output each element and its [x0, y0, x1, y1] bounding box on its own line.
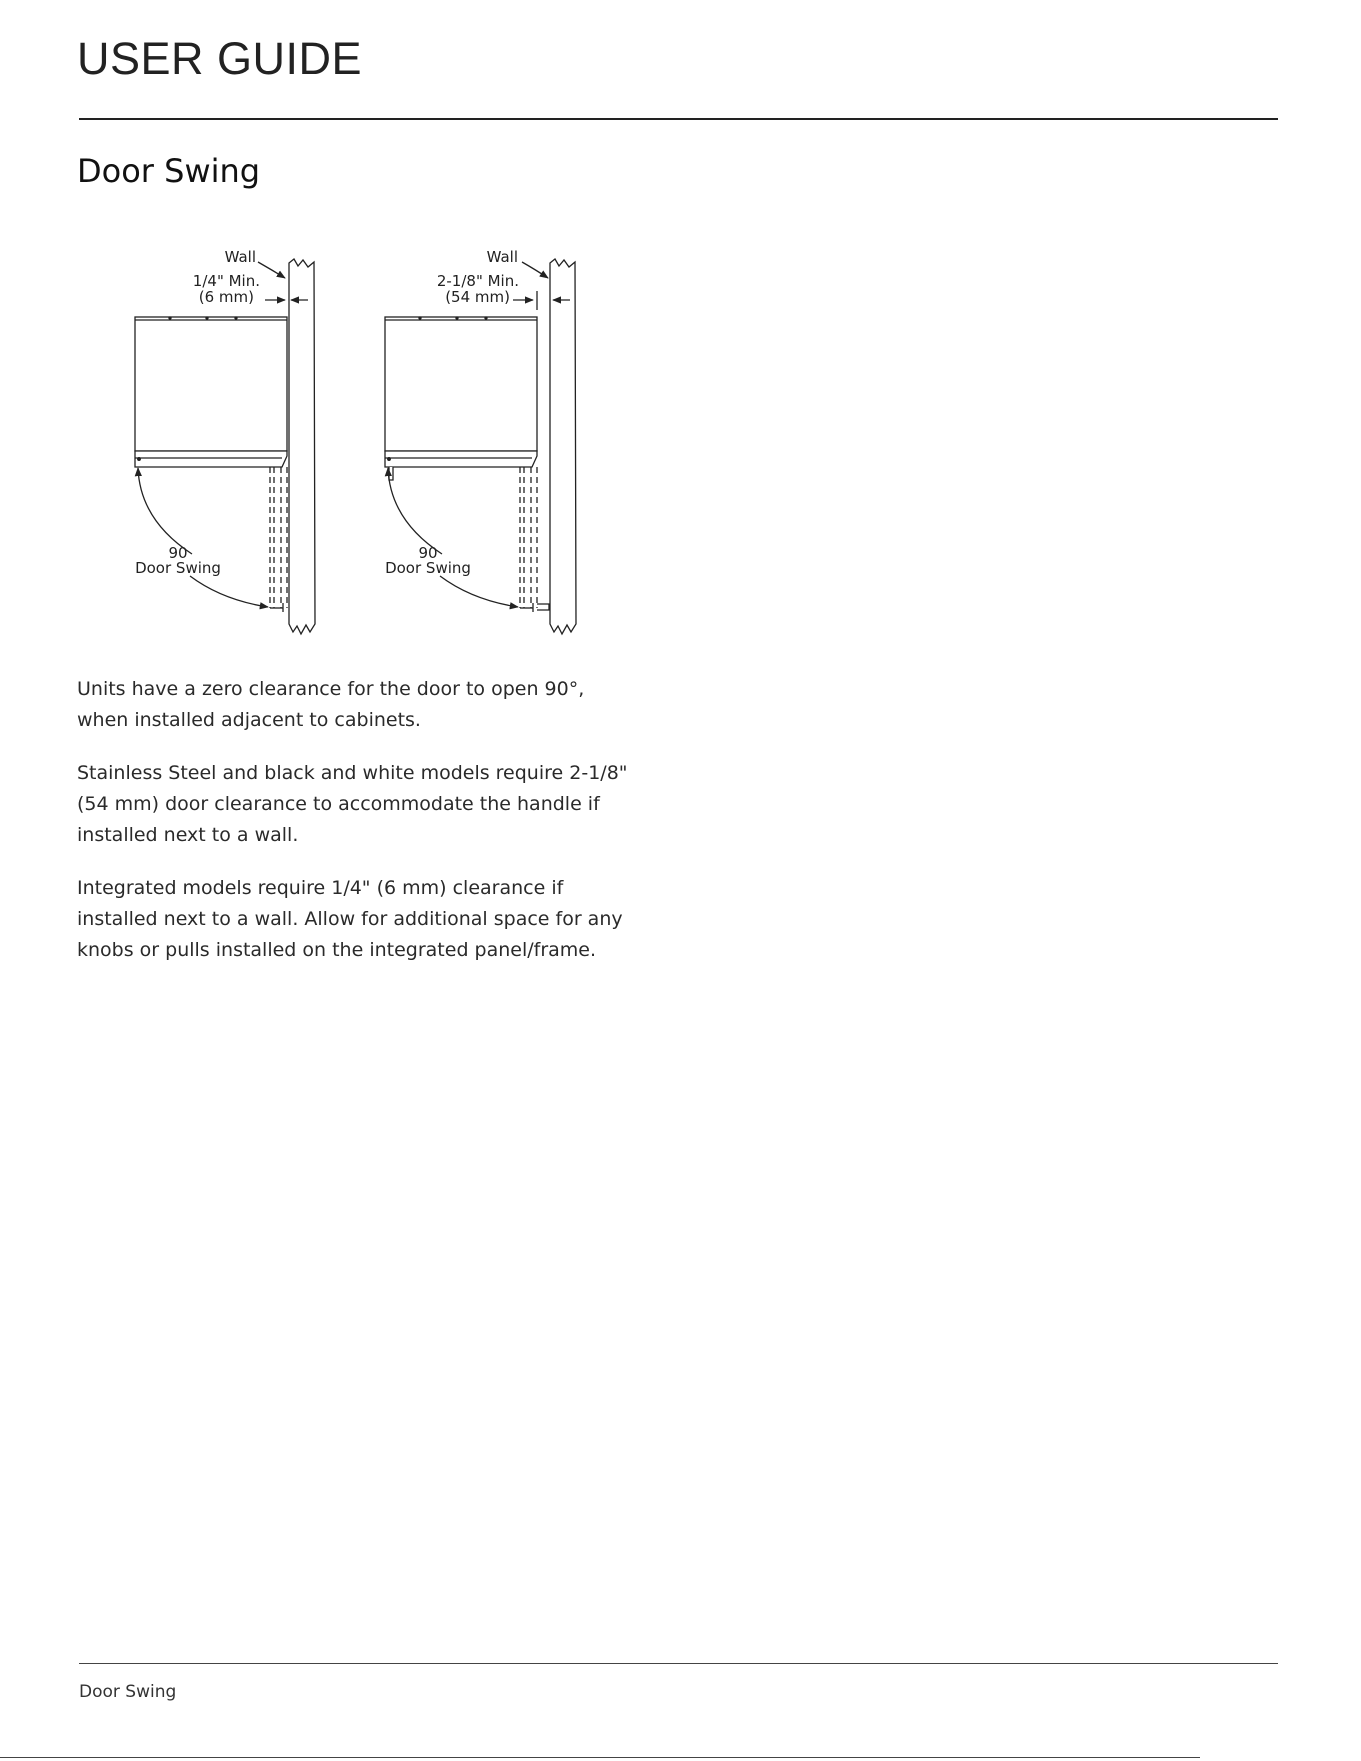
angle-label-right: 90 — [418, 544, 438, 562]
angle-label-left: 90 — [168, 544, 188, 562]
wall-left-shape — [289, 259, 315, 634]
swing-arc-right-lower — [440, 576, 518, 607]
door-handle-right — [389, 467, 393, 480]
page-bottom-edge — [0, 1757, 1200, 1758]
door-left-open-outline — [270, 467, 287, 608]
swing-label-left: Door Swing — [135, 559, 221, 577]
swing-arc-right-upper — [388, 468, 442, 554]
header-divider — [79, 118, 1278, 120]
clearance-left-line1: 1/4" Min. — [192, 272, 260, 290]
footer-divider — [79, 1663, 1278, 1664]
paragraph-integrated-clearance: Integrated models require 1/4" (6 mm) clearance if installed next to a wall. Allow for additional space for any knobs or pulls installed on the integrated panel/frame. — [77, 877, 623, 961]
diagram-left — [135, 259, 315, 634]
cabinet-right — [385, 317, 537, 451]
wall-label-left: Wall — [224, 248, 256, 266]
door-right — [385, 451, 537, 467]
body-text — [77, 674, 637, 988]
door-swing-diagram — [120, 240, 600, 650]
section-title: Door Swing — [77, 152, 261, 190]
paragraph-stainless-clearance: Stainless Steel and black and white models require 2-1/8" (54 mm) door clearance to accommodate the handle if installed next to a wall. — [77, 762, 628, 846]
cabinet-left — [135, 317, 287, 451]
footer-label: Door Swing — [79, 1682, 177, 1702]
swing-arc-left-upper — [138, 468, 192, 554]
door-left — [135, 451, 287, 467]
clearance-right-line2: (54 mm) — [445, 288, 510, 306]
wall-leader-left — [258, 262, 285, 278]
clearance-left-line2: (6 mm) — [198, 288, 254, 306]
page-header-title: USER GUIDE — [77, 33, 363, 84]
door-right-open-outline — [520, 467, 537, 608]
wall-label-right: Wall — [486, 248, 518, 266]
paragraph-zero-clearance: Units have a zero clearance for the door to open 90°, when installed adjacent to cabinets. — [77, 678, 585, 731]
swing-arc-left-lower — [190, 576, 268, 607]
clearance-right-line1: 2-1/8" Min. — [436, 272, 519, 290]
wall-right-shape — [550, 259, 576, 634]
wall-leader-right — [522, 262, 548, 278]
swing-label-right: Door Swing — [385, 559, 471, 577]
diagram-right — [385, 259, 576, 634]
